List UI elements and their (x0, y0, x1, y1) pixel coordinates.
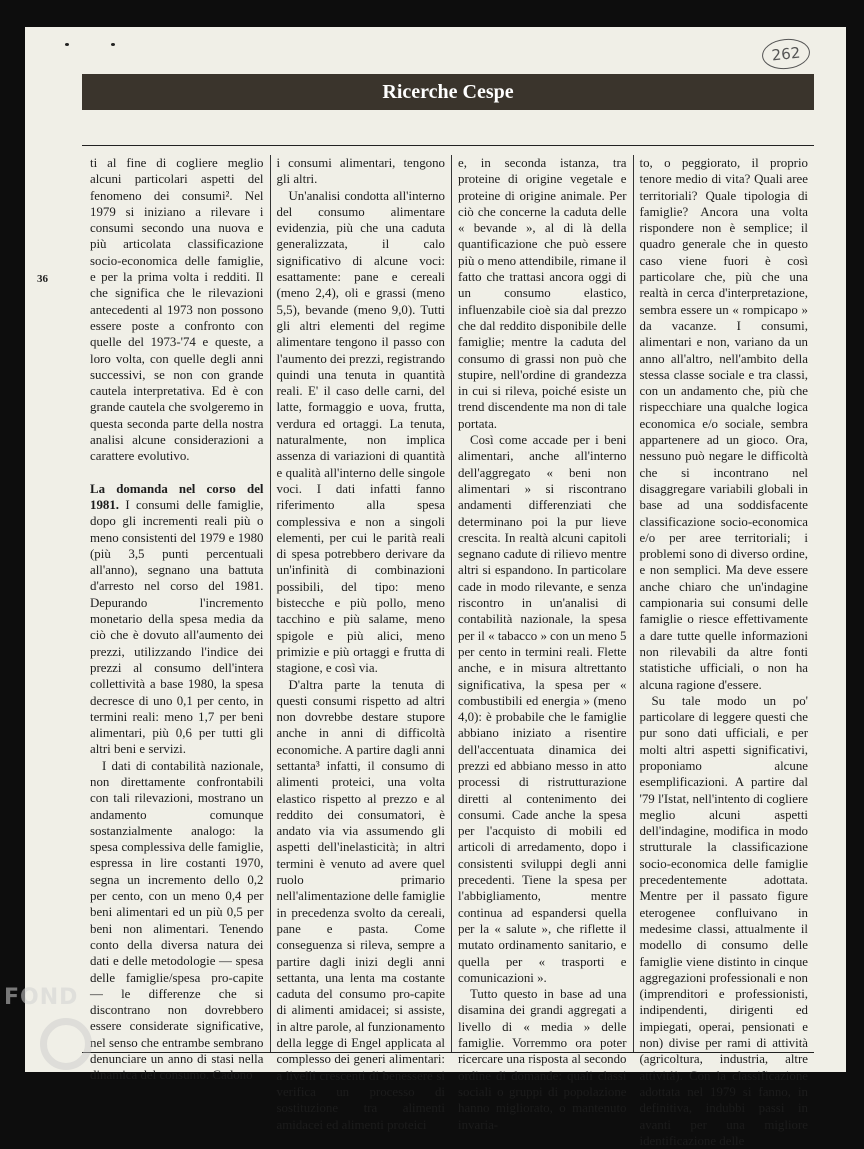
paragraph-text: Così come accade per i beni alimentari, anche all'interno dell'aggregato « beni non alimentari » si riscontrano andamenti differenziati che determinano poi la pur lieve crescita. In realtà alcuni capitoli segnano cadute di rilievo mentre altri si espandono. In particolare cade in modo rilevante, e senza riscontro in un'analisi di contabilità nazionale, la spesa per il « tabacco » con un meno 5 per cento in termini reali. Flette anche, e in misura altrettanto significativa, la spesa per « combustibili ed energia » (meno 4,0): è probabile che le famiglie abbiano iniziato a risentire dell'accentuata dinamica dei prezzi ed abbiano messo in atto processi di ristrutturazione diretti al contenimento dei consumi. Cade anche la spesa per l'acquisto di mobili ed articoli di arredamento, dopo i consistenti sviluppi degli anni precedenti. Tiene la spesa per l'abbigliamento, mentre continua ad espandersi quella per la « salute », che riflette il mutato ordinamento sanitario, e quella per « trasporti e comunicazioni ». (458, 433, 627, 985)
footer-rule (82, 1052, 814, 1053)
paragraph (90, 481, 264, 758)
header-rule (82, 145, 814, 146)
handwritten-folio-number: 262 (761, 37, 812, 72)
paragraph-text: Su tale modo un po' particolare di leggere questi che pur sono dati ufficiali, e per molti altri aspetti significativi, proponiamo alcune esemplificazioni. A partire dal '79 l'Istat, nell'intento di cogliere meglio alcuni aspetti dell'indagine, modifica in modo strutturale la classificazione socio-economica delle famiglie precedentemente adottata. Mentre per il passato figure eterogenee confluivano in medesime classi, attualmente il modello di consumo delle famiglie viene distinto in cinque aggregazioni professionali e non (imprenditori e professionisti, indipendenti, dirigenti ed impiegati, operai, pensionati e non) divise per rami di attività (agricoltura, industria, altre attività). Con la classificazione adottata nel 1979 si fanno, in definitiva, indubbi passi in avanti per una migliore identificazione delle (639, 693, 808, 1148)
text-column-3 (451, 155, 633, 1132)
archive-watermark: FOND (4, 985, 79, 1010)
paragraph-text: Un'analisi condotta all'interno del consumo alimentare evidenzia, più che una caduta generalizzata, il calo significativo di alcune voci: esattamente: pane e cereali (meno 2,4), oli e grassi (meno 5,5), bevande (meno 9,0). Tutti gli altri elementi del regime alimentare tengono il passo con l'aumento dei prezzi, registrando quindi una tenuta in quantità reali. E' il caso delle carni, del latte, formaggio e uova, frutta, verdura ed ortaggi. La tenuta, naturalmente, non implica assenza di variazioni di quantità e qualità all'interno delle singole voci. I dati infatti fanno riferimento alla spesa complessiva e non a singoli elementi, per cui le parità reali di spesa potrebbero derivare da un'infinità di combinazioni possibili, del tipo: meno bistecche e più pollo, meno tacchino e più salame, meno spigole e più alici, meno primizie e più ortaggi e frutta di stagione, e così via. (276, 188, 445, 676)
paragraph (277, 188, 446, 677)
paragraph (90, 758, 264, 1084)
paragraph (640, 155, 809, 693)
corner-mark (65, 43, 69, 46)
paragraph-text: i consumi alimentari, tengono gli altri. (276, 156, 445, 187)
watermark-logo-icon (40, 1018, 92, 1070)
paragraph (458, 986, 627, 1133)
corner-mark (111, 43, 115, 46)
paragraph-text: to, o peggiorato, il proprio tenore medio di vita? Quali aree territoriali? Quale tipologia di famiglie? Ancora una volta risponderе non è semplice; il quadro generale che in questo caso viene fuori è così particolare che, più che una realtà in cerca d'interpretazione, sembra essere un « rompicapo » da vacanze. I consumi, alimentari e non, variano da un anno all'altro, nell'ambito della stessa classe sociale e tra classi, con un andamento che, più che rispecchiare una qualche logica economica e/o sociale, sembra appartenere ad un gioco. Ora, nessuno può negare le difficoltà che si incontrano nel disaggregare variabili globali in base ad una soddisfacente classificazione socio-economica e/o per aree territoriali; i problemi sono di diverso ordine, e non semplici. Ma deve essere anche chiaro che un'indagine campionaria sui consumi delle famiglie o riesce effettivamente a dare tutte quelle informazioni non rilevabili da altre fonti statistiche ufficiali, o non ha alcuna ragione d'essere. (639, 156, 808, 692)
text-column-4 (633, 155, 815, 1148)
paragraph-text: I dati di contabilità nazionale, non direttamente confrontabili con tali rilevazioni, mostrano un andamento comunque sostanzialmente analogo: la spesa complessiva delle famiglie, espressa in lire costanti 1970, segna un incremento dello 0,2 per cento, con un meno 0,4 per beni alimentari ed un più 0,5 per beni non alimentari. Tenendo conto della diversa natura dei dati e delle metodologie — spesa delle famiglie/spesa pro-capite — le differenze che si discontrano non dovrebbero essere considerate significative, nel senso che entrambe sembrano denunciare un anno di stasi nella dinamica del consumo. Cadono (90, 758, 264, 1083)
paragraph-text: ti al fine di cogliere meglio alcuni particolari aspetti del fenomeno dei consumi². Nel 1979 si iniziano a rilevare i consumi secondo una nuova e più articolata classificazione socio-economica delle famiglie, e per la prima volta i redditi. Il che significa che le rilevazioni antecedenti al 1973 non possono essere poste a confronto con quelle del 1973-'74 e queste, a loro volta, con quelle degli anni successivi, se non con grande cautela interpretativa. Ed è con grande cautela che svolgeremo in questa seconda parte della nostra analisi alcune considerazioni a carattere evolutivo. (90, 156, 264, 464)
page-number: 36 (37, 273, 48, 285)
magazine-page (25, 27, 846, 1148)
paragraph (90, 155, 264, 465)
section-subheading: La domanda nel corso del 1981. (90, 481, 264, 512)
paragraph (277, 677, 446, 1133)
paragraph-text: Tutto questo in base ad una disamina dei grandi aggregati a livello di « media » delle famiglie. Vorremmo ora poter ricercare una risposta al secondo ordine di domande: quali classi sociali o gruppi di popolazione hanno migliorato, o mantenuto invaria- (458, 987, 627, 1132)
paragraph (640, 693, 809, 1149)
paragraph (277, 155, 446, 188)
paragraph-text: D'altra parte la tenuta di questi consumi rispetto ad altri non dovrebbe destare stupore anche in anni di difficoltà economiche. A partire dagli anni settanta³ infatti, il consumo di alimenti proteici, una volta elastico rispetto al prezzo e al reddito dei consumatori, è andato via via assumendo gli aspetti dell'inelasticità; in altri termini è venuto ad avere quel ruolo primario nell'alimentazione delle famiglie in precedenza svolto da cereali, pane e pasta. Come conseguenza si rileva, sempre a partire dagli inizi degli anni settanta, una lenta ma costante caduta del consumo pro-capite di alimenti amidacei; si assiste, in altre parole, al funzionamento della legge di Engel applicata al complesso dei generi alimentari: a livelli crescenti di benessere si verifica un processo di sostituzione tra alimenti amidacei ed alimenti proteici (276, 677, 445, 1132)
paragraph (458, 155, 627, 432)
article-columns (88, 155, 814, 1148)
paragraph (458, 432, 627, 986)
paragraph-text: e, in seconda istanza, tra proteine di origine vegetale e proteine di origine animale. Per ciò che concerne la caduta delle « bevande », al di là della quantificazione che può essere più o meno attendibile, rimane il fatto che trattasi ancora oggi di un consumo elastico, influenzabile cioè sia dal prezzo che dal reddito disponibile delle famiglie; mentre la caduta del consumo di grassi non può che stupire, nell'ordine di grandezza in cui si rileva, poiché esiste un trend discendente ma non di tale portata. (458, 156, 627, 431)
paragraph-text: I consumi delle famiglie, dopo gli incrementi reali più o meno consistenti del 1979 e 1980 (più 3,5 punti percentuali all'anno), segnano una battuta d'arresto nel corso del 1981. Depurando l'incremento monetario della spesa media da ciò che è dovuto all'aumento dei prezzi, utilizzando l'indice dei prezzi al consumo dell'intera collettività a base 1980, la spesa decresce di uno 0,1 per cento, in termini reali: meno 1,7 per beni alimentari, più 0,6 per tutti gli altri beni e servizi. (90, 497, 264, 757)
section-header: Ricerche Cespe (82, 74, 814, 110)
text-column-1 (88, 155, 270, 1083)
text-column-2 (270, 155, 452, 1132)
